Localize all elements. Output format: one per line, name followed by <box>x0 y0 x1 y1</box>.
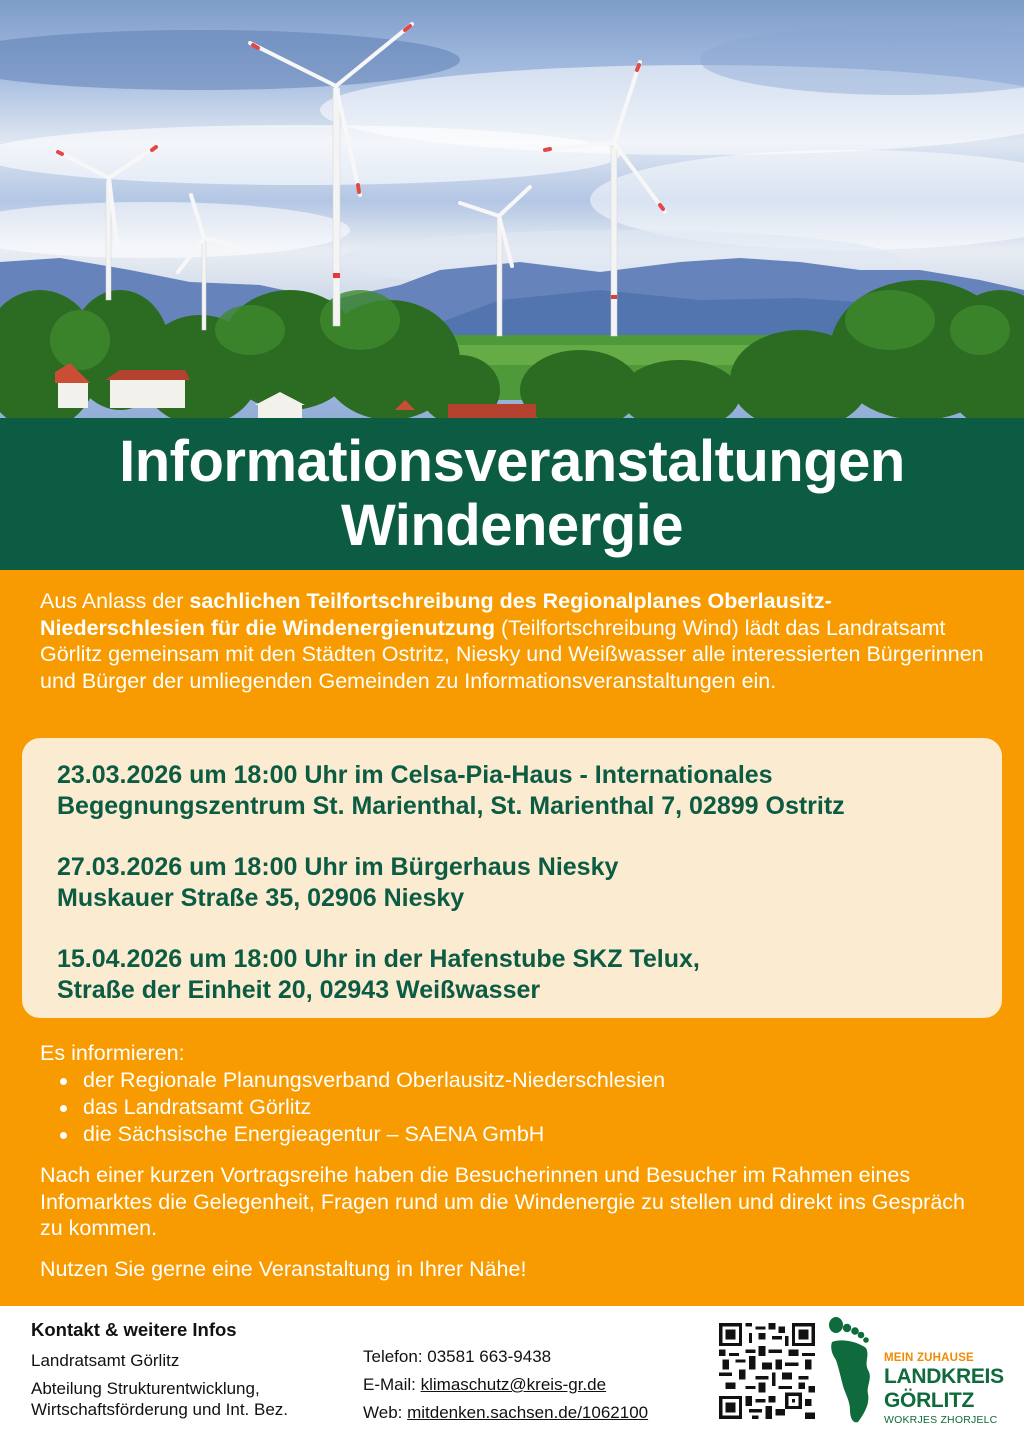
list-item <box>60 1121 990 1148</box>
page-title-line-2: Windenergie <box>340 493 684 558</box>
event-address: Straße der Einheit 20, 02943 Weißwasser <box>57 976 541 1004</box>
qr-code-icon[interactable] <box>719 1323 815 1419</box>
wind-turbine-landscape-icon <box>0 0 1024 418</box>
list-item <box>60 1094 990 1121</box>
department-line-1: Abteilung Strukturentwicklung, <box>31 1379 260 1398</box>
event-date-venue: 15.04.2026 um 18:00 Uhr in der Hafenstube SKZ Telux, <box>57 945 700 973</box>
list-item-text: die Sächsische Energieagentur – SAENA GmbH <box>83 1122 545 1146</box>
event-date-venue: 23.03.2026 um 18:00 Uhr im Celsa-Pia-Haus - Internationales <box>57 761 773 789</box>
logo-wordmark <box>884 1352 1004 1426</box>
outro-section <box>40 1162 990 1296</box>
informers-heading: Es informieren: <box>40 1041 185 1065</box>
title-band <box>0 418 1024 570</box>
events-box <box>22 738 1002 1018</box>
bullet-icon <box>60 1105 67 1112</box>
content-section <box>0 570 1024 1306</box>
email-row <box>363 1371 648 1399</box>
bullet-icon <box>60 1078 67 1085</box>
list-item <box>60 1067 990 1094</box>
contact-details <box>363 1343 648 1427</box>
phone-row <box>363 1343 648 1371</box>
event-address: Muskauer Straße 35, 02906 Niesky <box>57 884 465 912</box>
logo-name-line-1: LANDKREIS <box>884 1365 1004 1388</box>
event-item <box>57 944 1002 1006</box>
page-title-line-1: Informationsveranstaltungen <box>119 429 905 494</box>
contact-title: Kontakt & weitere Infos <box>31 1319 237 1340</box>
footer <box>0 1306 1024 1448</box>
hero-photo <box>0 0 1024 418</box>
list-item-text: der Regionale Planungsverband Oberlausitz-Niederschlesien <box>83 1068 666 1092</box>
informers-section <box>40 1040 990 1148</box>
call-to-action: Nutzen Sie gerne eine Veranstaltung in Ihrer Nähe! <box>40 1256 527 1281</box>
event-item <box>57 852 1002 914</box>
intro-text-part1: Aus Anlass der <box>40 589 190 613</box>
landkreis-goerlitz-logo <box>828 1316 1018 1426</box>
footprint-icon <box>828 1316 880 1426</box>
event-item <box>57 760 1002 822</box>
logo-name-line-2: GÖRLITZ <box>884 1389 975 1412</box>
event-address: Begegnungszentrum St. Marienthal, St. Marienthal 7, 02899 Ostritz <box>57 792 845 820</box>
event-date-venue: 27.03.2026 um 18:00 Uhr im Bürgerhaus Niesky <box>57 853 619 881</box>
logo-tagline: MEIN ZUHAUSE <box>884 1352 974 1364</box>
logo-sorbian-name: WOKRJES ZHORJELC <box>884 1414 998 1426</box>
email-link[interactable]: klimaschutz@kreis-gr.de <box>420 1375 607 1394</box>
department-line-2: Wirtschaftsförderung und Int. Bez. <box>31 1400 289 1419</box>
web-row <box>363 1399 648 1427</box>
intro-paragraph <box>40 588 990 694</box>
intro-text-part2: (Teilfortschreibung Wind) lädt das Landratsamt Görlitz gemeinsam mit den Städten Ostritz, Niesky und Weißwasser alle interessierten Bürgerinnen und Bürger der umliegenden Gemeinden zu Informationsveranstaltungen ein. <box>40 615 984 693</box>
email-label: E-Mail: <box>363 1375 421 1394</box>
phone-label: Telefon: <box>363 1347 428 1366</box>
contact-department <box>31 1378 361 1420</box>
bullet-icon <box>60 1132 67 1139</box>
phone-number[interactable]: 03581 663-9438 <box>427 1347 552 1366</box>
list-item-text: das Landratsamt Görlitz <box>83 1095 312 1119</box>
intro-text-bold: sachlichen Teilfortschreibung des Regionalplanes Oberlausitz-Niederschlesien für die Windenergienutzung <box>40 589 832 640</box>
web-label: Web: <box>363 1403 408 1422</box>
web-link[interactable]: mitdenken.sachsen.de/1062100 <box>407 1403 649 1422</box>
outro-paragraph: Nach einer kurzen Vortragsreihe haben die Besucherinnen und Besucher im Rahmen eines Infomarktes die Gelegenheit, Fragen rund um die Windenergie zu stellen und direkt ins Gespräch zu kommen. <box>40 1163 966 1240</box>
contact-organization: Landratsamt Görlitz <box>31 1351 180 1370</box>
informers-list <box>60 1067 990 1148</box>
